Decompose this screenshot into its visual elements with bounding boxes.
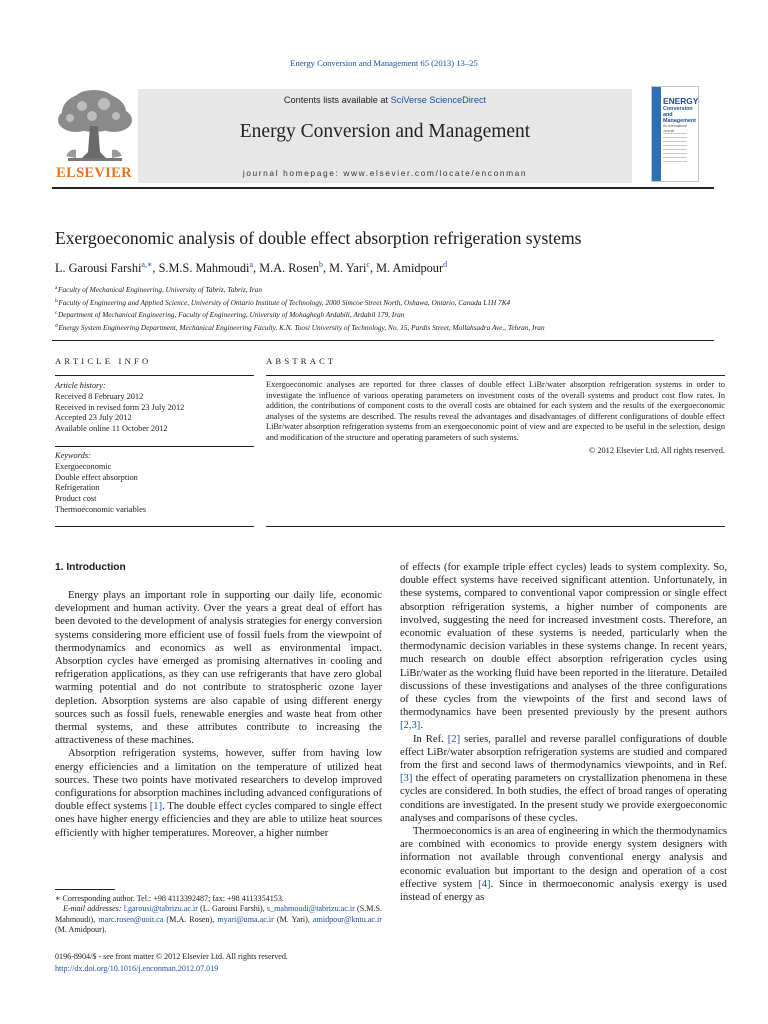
keyword: Double effect absorption: [55, 472, 138, 482]
article-info-heading: ARTICLE INFO: [55, 356, 152, 366]
issn-line: 0196-8904/$ - see front matter © 2012 Elsevier Ltd. All rights reserved.: [55, 952, 288, 961]
header-rule: [52, 187, 714, 189]
reference-link[interactable]: [2,3]: [400, 720, 421, 732]
issn-and-doi: [55, 951, 288, 974]
author-name[interactable]: S.M.S. Mahmoudi: [158, 261, 250, 275]
journal-homepage[interactable]: journal homepage: www.elsevier.com/locate/enconman: [242, 168, 528, 178]
author-name[interactable]: L. Garousi Farshi: [55, 261, 142, 275]
footnote-rule: [55, 889, 115, 890]
journal-header-band: [138, 89, 632, 183]
author-list: L. Garousi Farshi$^{a,∗}$, S.M.S. Mahmoudi$^a$, M.A. Rosen$^b$, M. Yari$^c$, M. Amidpour$^d$: [55, 260, 448, 275]
journal-cover-image: [651, 86, 699, 182]
paragraph: of effects (for example triple effect cycles) leads to system complexity. So, double effect systems have received significant attention. Unfortunately, in these systems, compared to conventional vapor compression or single effect absorption refrigeration systems, a higher number of components are involved, suggesting the need for increased investment costs. Therefore, an economic evaluation of these systems is needed, particularly when the thermodynamic decision variables in these systems change. In recent years, much research on double effect absorption refrigeration cycles using LiBr/water as the working fluid have been reported in the literature. Detailed discussions of these investigations and analyses of the three configurations of these cycles from the viewpoints of the first and second laws of thermodynamics have been presented previously by the present authors [2,3].: [400, 562, 727, 732]
affiliation: $^d$ Energy System Engineering Department, Mechanical Engineering Faculty, K.N. Toosi University of Technology, No. 15, Pardis Street, Mollahsadra Ave., Tehran, Iran: [55, 323, 545, 333]
journal-citation-link[interactable]: Energy Conversion and Management 65 (2013) 13–25: [290, 58, 478, 68]
history-label: Article history:: [55, 381, 106, 390]
abstract-bottom-rule: [266, 526, 725, 527]
email-link[interactable]: l.garousi@tabrizu.ac.ir: [123, 904, 198, 914]
footnotes: [55, 894, 382, 936]
cover-title-1: ENERGY: [663, 96, 699, 106]
section-heading-introduction: 1. Introduction: [55, 562, 126, 573]
affiliations: [55, 283, 545, 334]
reference-link[interactable]: [3]: [400, 773, 413, 785]
email-link[interactable]: myari@uma.ac.ir: [217, 914, 274, 924]
author-affil-sup[interactable]: a: [249, 260, 254, 269]
cover-title-2: Conversion and Management: [663, 106, 696, 124]
keyword: Product cost: [55, 494, 97, 504]
body-column-left: [55, 589, 382, 840]
abstract-body: [266, 380, 725, 456]
author-affil-sup[interactable]: d: [443, 260, 448, 269]
abstract-heading: ABSTRACT: [266, 356, 337, 366]
email-link[interactable]: amidpour@kntu.ac.ir: [312, 914, 382, 924]
keyword: Refrigeration: [55, 483, 100, 493]
contents-prefix: Contents lists available at: [283, 95, 391, 105]
abstract-rule: [266, 375, 725, 376]
reference-link[interactable]: [1]: [149, 801, 163, 813]
reference-link[interactable]: [4]: [478, 878, 491, 890]
keywords-label: Keywords:: [55, 451, 91, 460]
author-affil-sup[interactable]: b: [318, 260, 323, 269]
affiliation: $^a$ Faculty of Mechanical Engineering, University of Tabriz, Tabriz, Iran: [55, 285, 262, 294]
section-rule: [52, 340, 714, 341]
affiliation: $^c$ Department of Mechanical Engineering, Faculty of Engineering, University of Mohaghegh Ardabili, Ardabil 179, Iran: [55, 310, 405, 320]
keywords: [55, 451, 255, 516]
keyword: Thermoeconomic variables: [55, 504, 147, 514]
history-item: Accepted 23 July 2012: [55, 413, 132, 423]
abstract-copyright: © 2012 Elsevier Ltd. All rights reserved.: [588, 445, 725, 455]
affiliation: $^b$ Faculty of Engineering and Applied Science, University of Ontario Institute of Technology, 2000 Simcoe Street North, Oshawa, Ontario, Canada L1H 7K4: [55, 297, 511, 307]
cover-stripe: [652, 87, 661, 181]
email-link[interactable]: marc.rosen@uoit.ca: [98, 914, 164, 924]
tree-icon: [52, 86, 136, 164]
reference-link[interactable]: [2]: [447, 733, 461, 745]
doi-link[interactable]: http://dx.doi.org/10.1016/j.enconman.2012.07.019: [55, 963, 219, 973]
author-name[interactable]: M.A. Rosen: [259, 261, 319, 275]
paragraph: Absorption refrigeration systems, however, suffer from having low energy efficiencies and a limitation on the temperature of utilized heat sources. These two points have motivated researchers to develop improved configurations for absorption machines including advanced configurations of double effect systems [1]. The double effect cycles compared to single effect ones have higher energy efficiencies and they are able to utilize heat sources efficiently with higher temperatures. Moreover, a higher number: [55, 748, 382, 839]
history-rule: [55, 446, 254, 447]
keywords-rule: [55, 526, 254, 527]
author-affil-sup[interactable]: c: [366, 260, 370, 269]
elsevier-logo: [52, 86, 136, 182]
keyword: Exergoeconomic: [55, 461, 112, 471]
author-name[interactable]: M. Yari: [329, 261, 367, 275]
paragraph: In Ref. [2] series, parallel and reverse parallel configurations of double effect LiBr/water absorption refrigeration systems are studied and compared from the first and second laws of thermodynamics viewpoints, and in Ref. [3] the effect of operating parameters on crystallization phenomena in these cycles are considered. In both studies, the effect of broad ranges of operating conditions are investigated. In the present study we provide exergoeconomic analyses and comparisons of these cycles.: [400, 733, 727, 824]
contents-line: [138, 95, 632, 105]
journal-title: Energy Conversion and Management: [239, 121, 531, 142]
article-info-rule: [55, 375, 254, 376]
author-affil-sup[interactable]: a,∗: [141, 260, 153, 269]
email-link[interactable]: s_mahmoudi@tabrizu.ac.ir: [266, 904, 355, 914]
abstract-text: Exergoeconomic analyses are reported for three classes of double effect LiBr/water absorption refrigeration systems in order to investigate the influence of various operating parameters on investment costs of the overall systems and product cost flow rates. In addition, the contributions of component costs to the overall costs are obtained for each system and the results of the exergoeconomic analyses of the systems are described. The results reveal the advantages and disadvantages of different configurations of double effect LiBr/water absorption refrigeration systems from an exergoeconomic point of view and are expected to be useful in the selection, design and modification of the structure and operating parameters of such systems.: [266, 380, 725, 442]
article-history: [55, 381, 255, 435]
body-column-right: [400, 561, 727, 904]
sciencedirect-link[interactable]: SciVerse ScienceDirect: [390, 95, 487, 105]
corresponding-author-note: ∗ Corresponding author. Tel.: +98 4113392487; fax: +98 4113354153.: [55, 894, 284, 903]
history-item: Received in revised form 23 July 2012: [55, 402, 185, 412]
paragraph: Thermoeconomics is an area of engineering in which the thermodynamics are combined with economics to provide energy system designers with information not available through conventional energy analysis and economic evaluation but important to the design and operation of a cost effective system [4]. Since in thermoeconomic analysis exergy is used instead of energy as: [400, 826, 727, 904]
publisher-name: ELSEVIER: [56, 165, 132, 181]
paragraph: Energy plays an important role in supporting our daily life, economic development and human activity. Over the years a great deal of effort has been devoted to the development of analysis strategies for energy conversion systems considering more efficient use of fossil fuels from the viewpoint of thermodynamics and economics as well as environmental impact. Absorption cycles have emerged as promising alternatives in cooling and refrigeration applications, as they can use refrigerants that have zero global warming potential and do not contribute to stratospheric ozone layer depletion. Absorption systems are also capable of using different energy sources such as fossil fuels, renewable energies and waste heat from other thermal systems, and these attributes contribute to increasing the attractiveness of these machines.: [55, 590, 382, 747]
cover-subtitle: An International Journal: [663, 124, 687, 133]
email-addresses: E-mail addresses: l.garousi@tabrizu.ac.ir (L. Garousi Farshi), s_mahmoudi@tabrizu.ac.ir (S.M.S. Mahmoudi), marc.rosen@uoit.ca (M.A. Rosen), myari@uma.ac.ir (M. Yari), amidpour@kntu.ac.ir (M. Amidpour).: [55, 904, 382, 935]
history-item: Available online 11 October 2012: [55, 424, 168, 434]
article-title: Exergoeconomic analysis of double effect absorption refrigeration systems: [55, 228, 582, 248]
author-name[interactable]: M. Amidpour: [376, 261, 444, 275]
history-item: Received 8 February 2012: [55, 391, 144, 401]
